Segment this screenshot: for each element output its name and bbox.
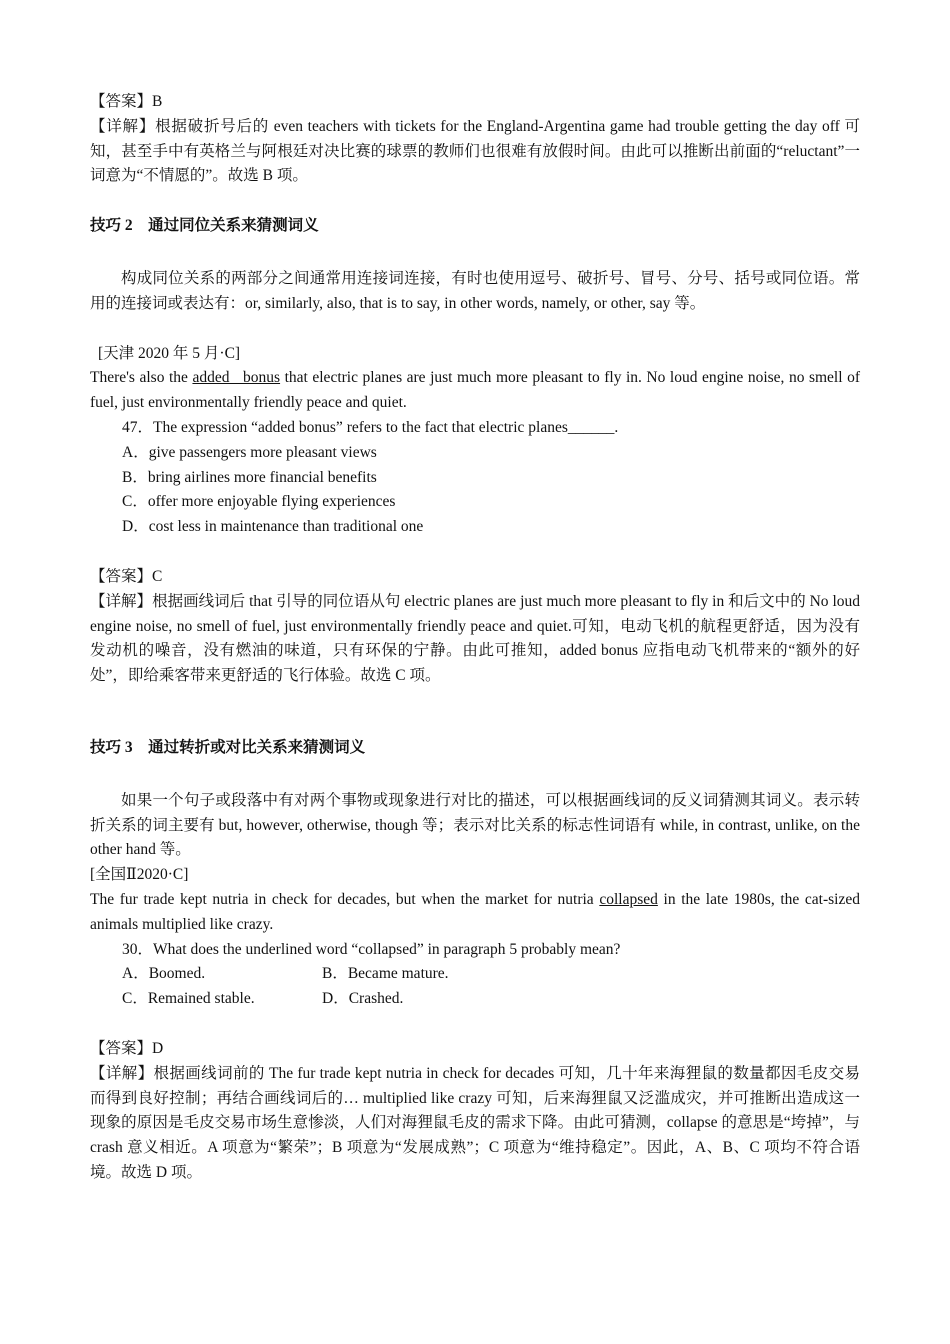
tip3-passage-after: in the late 1980s, the cat-sized animals multiplied like crazy.	[90, 890, 860, 933]
tip3-option-c: C．Remained stable.	[122, 990, 255, 1008]
tip3-option-d: D．Crashed.	[322, 990, 404, 1008]
answer-label-3: 【答案】D	[90, 1039, 164, 1057]
tip2-option-d: D．cost less in maintenance than traditional one	[122, 518, 424, 536]
tip2-option-b: B．bring airlines more financial benefits	[122, 468, 377, 486]
detail-explanation-1: 【详解】根据破折号后的 even teachers with tickets for the England-Argentina game had trouble getting the day off 可知，甚至手中有英格兰与阿根廷对决比赛的球票的教师们也很难有放假时间。由此可以推断出前面的“reluctant”一词意为“不情愿的”。故选 B 项。	[90, 117, 860, 185]
document-page	[90, 90, 860, 1186]
detail-explanation-2: 【详解】根据画线词后 that 引导的同位语从句 electric planes are just much more pleasant to fly in 和后文中的 No loud engine noise, no smell of fuel, just environmentally friendly peace and quiet.可知，电动飞机的航程更舒适，因为没有发动机的噪音，没有燃油的味道，只有环保的宁静。由此可推知，added bonus 应指电动飞机带来的“额外的好处”，即给乘客带来更舒适的飞行体验。故选 C 项。	[90, 592, 860, 685]
tip2-passage-before: There's also the	[90, 369, 193, 387]
answer-label-1: 【答案】B	[90, 93, 163, 110]
tip3-question: 30．What does the underlined word “collapsed” in paragraph 5 probably mean?	[122, 940, 621, 958]
tip3-options-row-2	[90, 987, 860, 1012]
tip2-underlined-word: added bonus	[192, 369, 281, 387]
tip2-heading: 技巧 2 通过同位关系来猜测词义	[90, 217, 319, 235]
tip3-heading: 技巧 3 通过转折或对比关系来猜测词义	[90, 738, 366, 756]
tip3-option-b: B．Became mature.	[322, 965, 449, 983]
tip3-underlined-word: collapsed	[599, 890, 658, 908]
tip2-option-a: A．give passengers more pleasant views	[122, 443, 377, 461]
tip2-intro: 构成同位关系的两部分之间通常用连接词连接，有时也使用逗号、破折号、冒号、分号、括号或同位语。常用的连接词或表达有：or, similarly, also, that is to say, in other words, namely, or other, say 等。	[90, 269, 860, 312]
tip3-option-a: A．Boomed.	[122, 965, 206, 983]
tip3-passage-before: The fur trade kept nutria in check for decades, but when the market for nutria	[90, 890, 600, 908]
tip2-option-c: C．offer more enjoyable flying experiences	[122, 493, 396, 511]
tip3-passage	[90, 888, 860, 938]
tip2-source: [天津 2020 年 5 月·C]	[98, 344, 241, 362]
answer-label-2: 【答案】C	[90, 567, 163, 585]
tip2-passage-after: that electric planes are just much more pleasant to fly in. No loud engine noise, no smell of fuel, just environmentally friendly peace and quiet.	[90, 369, 860, 412]
tip3-options-row-1	[90, 962, 860, 987]
tip2-question: 47．The expression “added bonus” refers to the fact that electric planes______.	[122, 418, 619, 436]
tip3-source: [全国Ⅱ2020·C]	[90, 866, 189, 884]
tip3-intro: 如果一个句子或段落中有对两个事物或现象进行对比的描述，可以根据画线词的反义词猜测其词义。表示转折关系的词主要有 but, however, otherwise, though 等；表示对比关系的标志性词语有 while, in contrast, unlike, on the other hand 等。	[90, 791, 860, 859]
tip2-passage	[90, 366, 860, 416]
detail-explanation-3: 【详解】根据画线词前的 The fur trade kept nutria in check for decades 可知，几十年来海狸鼠的数量都因毛皮交易而得到良好控制；再结合画线词后的… multiplied like crazy 可知，后来海狸鼠又泛滥成灾，并可推断出造成这一现象的原因是毛皮交易市场生意惨淡，人们对海狸鼠毛皮的需求下降。由此可猜测，collapse 的意思是“垮掉”，与 crash 意义相近。A 项意为“繁荣”；B 项意为“发展成熟”；C 项意为“维持稳定”。因此，A、B、C 项均不符合语境。故选 D 项。	[90, 1064, 860, 1181]
